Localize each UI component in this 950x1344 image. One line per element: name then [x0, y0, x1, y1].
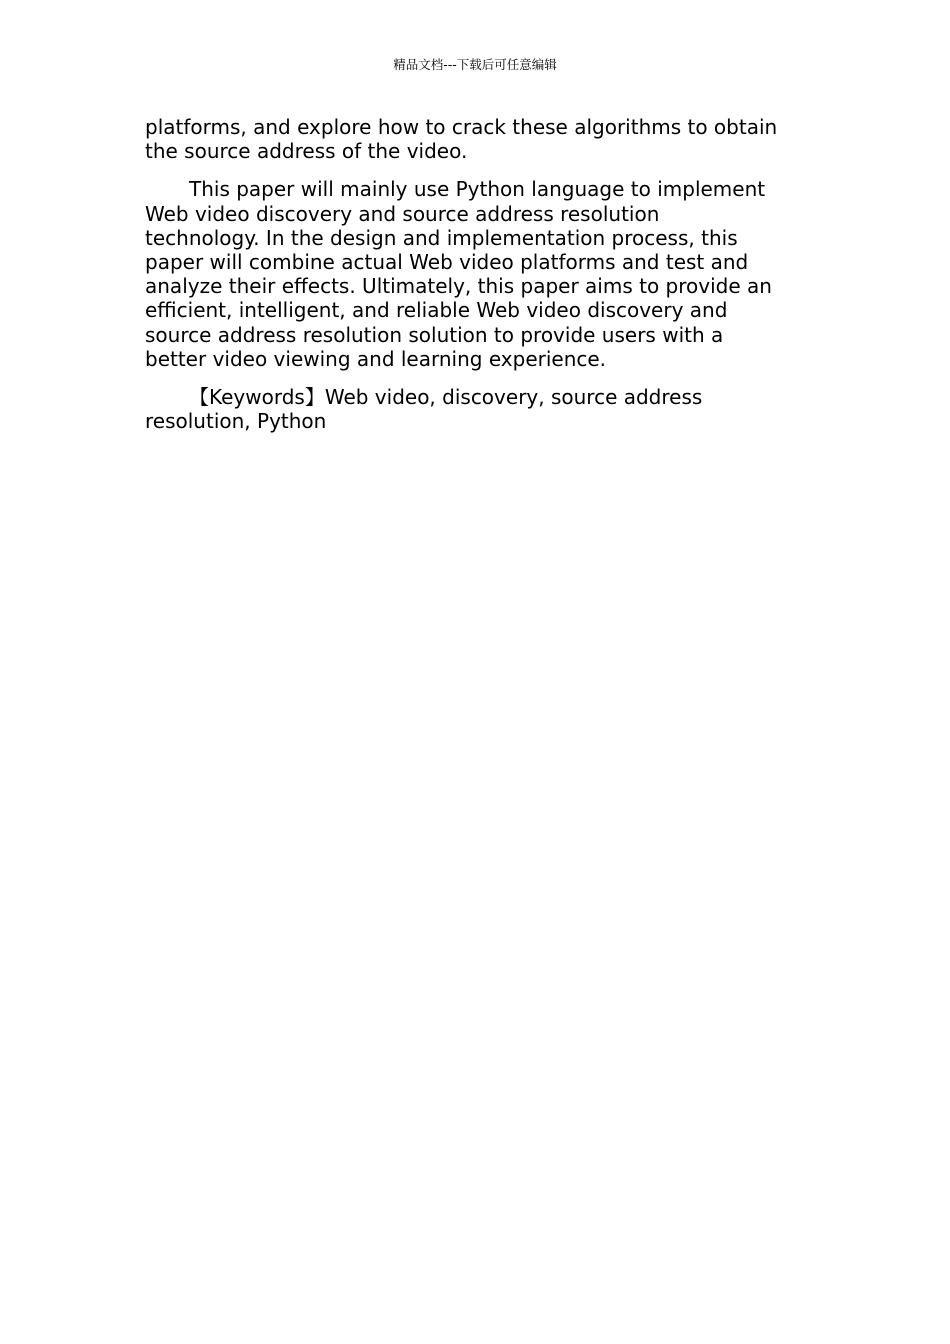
- text-line: efficient, intelligent, and reliable Web video discovery and: [145, 298, 728, 323]
- text-line: better video viewing and learning experience.: [145, 346, 607, 371]
- page-header: 精品文档---下载后可任意编辑: [393, 57, 557, 72]
- paragraph-implementation: [145, 177, 810, 371]
- text-line: paper will combine actual Web video platforms and test and: [145, 250, 749, 275]
- text-line: analyze their effects. Ultimately, this paper aims to provide an: [145, 274, 772, 299]
- keywords-line: 【Keywords】Web video, discovery, source address: [189, 385, 703, 410]
- text-line: Web video discovery and source address resolution: [145, 201, 660, 226]
- paragraph-keywords: [145, 385, 810, 433]
- text-line: technology. In the design and implementation process, this: [145, 225, 738, 250]
- text-line: platforms, and explore how to crack these algorithms to obtain: [145, 115, 778, 139]
- text-line: the source address of the video.: [145, 139, 468, 164]
- text-line: This paper will mainly use Python language to implement: [189, 177, 766, 202]
- document-body: [145, 115, 810, 433]
- paragraph-continuation: [145, 115, 810, 163]
- text-line: source address resolution solution to provide users with a: [145, 322, 724, 347]
- keywords-line: resolution, Python: [145, 409, 327, 434]
